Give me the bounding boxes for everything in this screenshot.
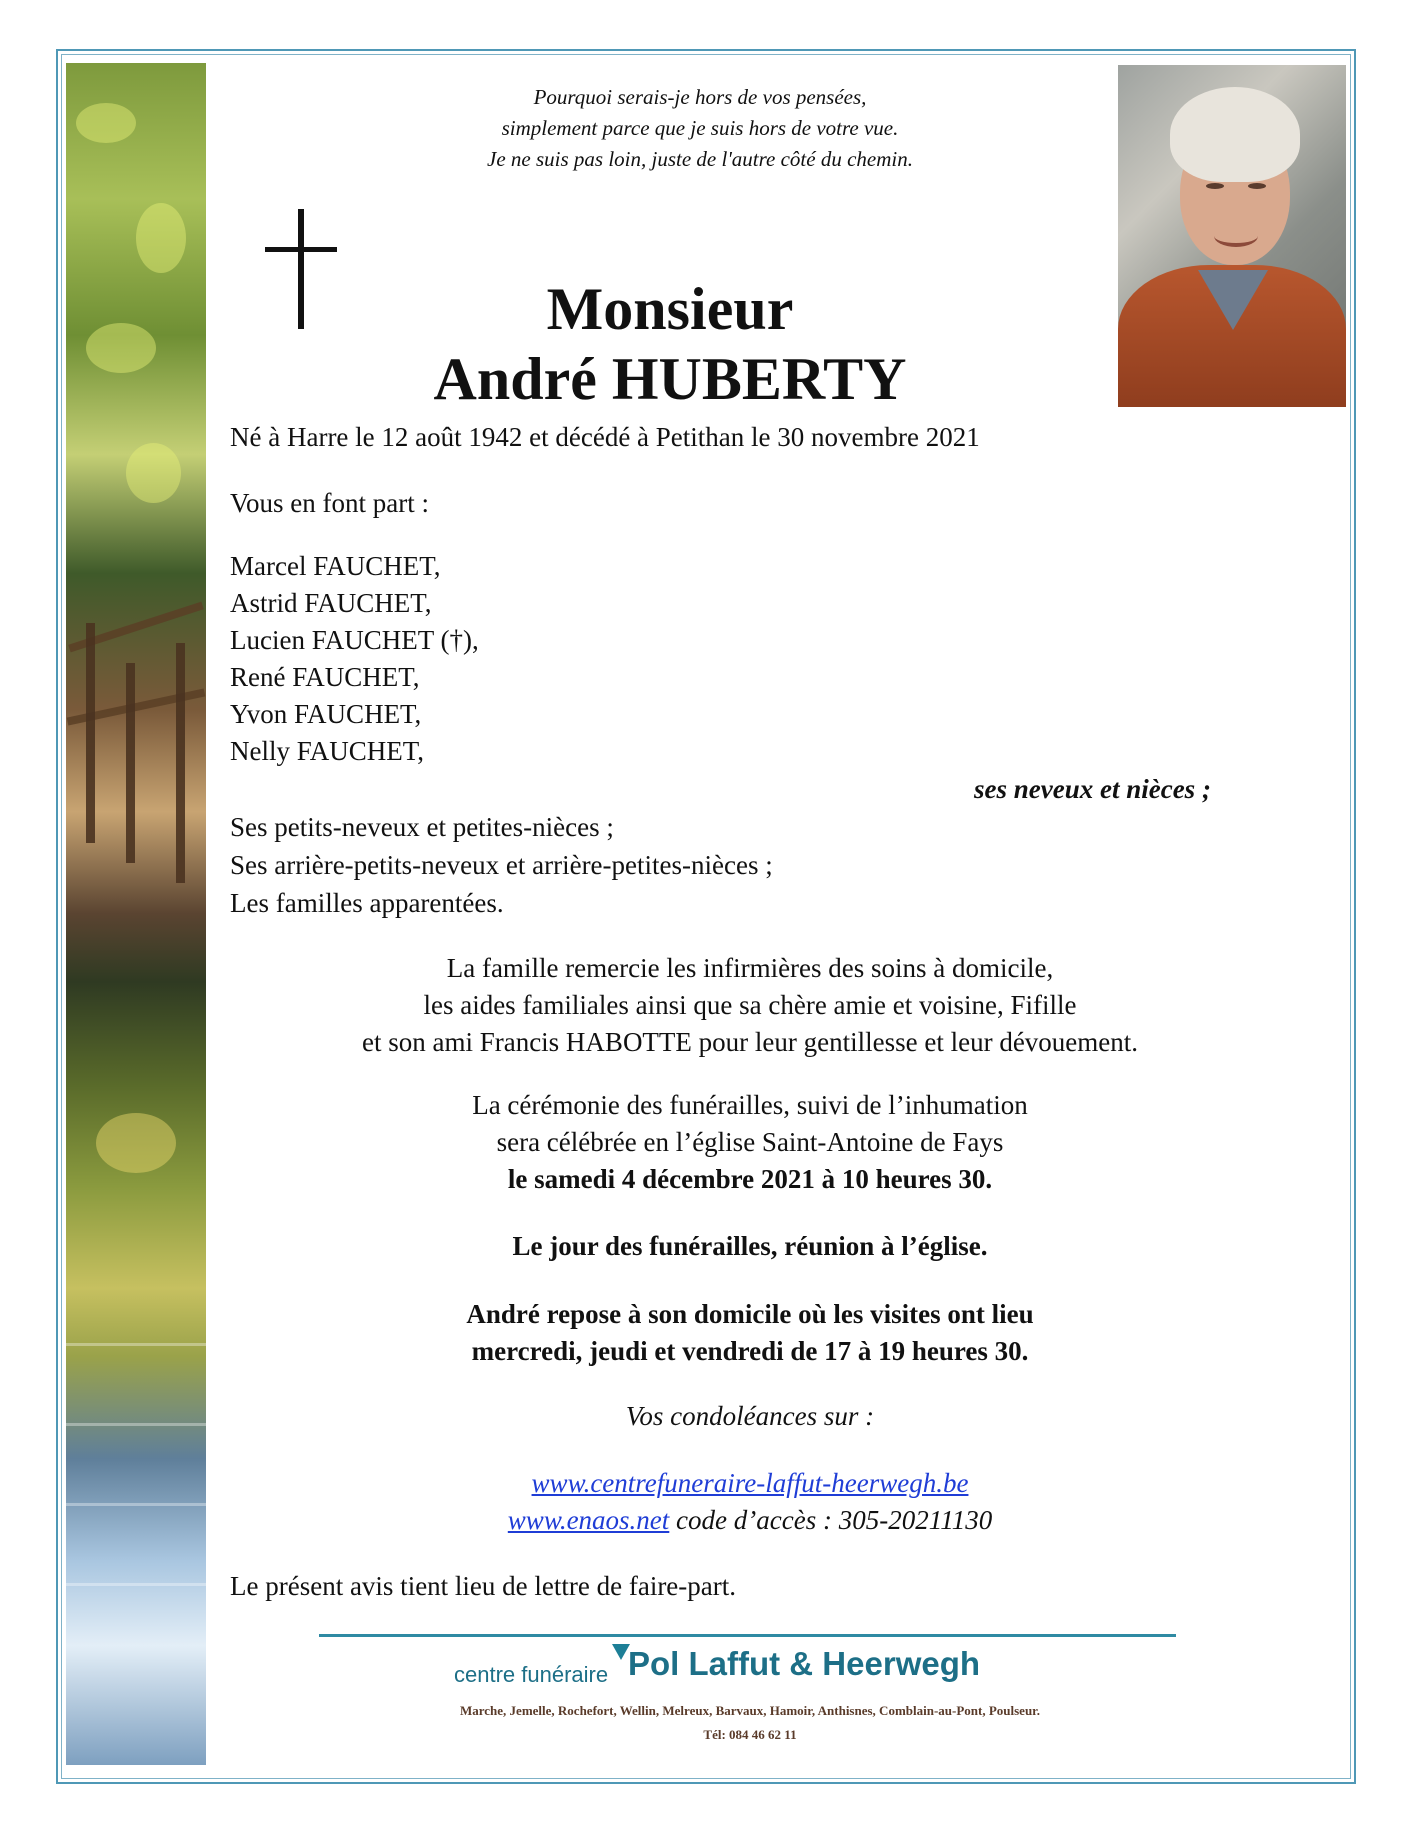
poem xyxy=(300,82,1100,175)
extended-family-line: Ses arrière-petits-neveux et arrière-petites-nièces ; xyxy=(230,850,773,880)
cross-icon xyxy=(265,209,337,329)
relative-item: Lucien FAUCHET (†), xyxy=(230,625,479,655)
side-landscape-image xyxy=(66,63,206,1765)
condolences-label: Vos condoléances sur : xyxy=(625,1401,875,1431)
relative-item: Marcel FAUCHET, xyxy=(230,551,441,581)
condolences-link-row-1 xyxy=(230,1465,1270,1501)
thanks-line: les aides familiales ainsi que sa chère amie et voisine, Fifille xyxy=(423,990,1077,1020)
deceased-title: Monsieur xyxy=(546,276,794,342)
footer-phone: Tél: 084 46 62 11 xyxy=(703,1727,797,1742)
ceremony-date: le samedi 4 décembre 2021 à 10 heures 30. xyxy=(507,1164,993,1194)
poem-line: Pourquoi serais-je hors de vos pensées, xyxy=(533,85,867,109)
announce-text: Vous en font part : xyxy=(230,488,429,518)
ceremony-line: La cérémonie des funérailles, suivi de l’inhumation xyxy=(472,1090,1028,1120)
poem-line: Je ne suis pas loin, juste de l'autre côté du chemin. xyxy=(487,147,913,171)
relative-item: Yvon FAUCHET, xyxy=(230,699,422,729)
relatives-role: ses neveux et nièces ; xyxy=(974,774,1211,804)
ceremony-line: sera célébrée en l’église Saint-Antoine de Fays xyxy=(496,1127,1004,1157)
extended-family-line: Les familles apparentées. xyxy=(230,888,504,918)
access-code: code d’accès : 305-20211130 xyxy=(669,1505,993,1535)
birth-death-dates: Né à Harre le 12 août 1942 et décédé à Petithan le 30 novembre 2021 xyxy=(230,422,980,452)
funeral-home-link[interactable]: www.centrefuneraire-laffut-heerwegh.be xyxy=(531,1468,969,1498)
relative-item: René FAUCHET, xyxy=(230,662,420,692)
closing-note: Le présent avis tient lieu de lettre de faire-part. xyxy=(230,1571,737,1601)
meeting-notice: Le jour des funérailles, réunion à l’église. xyxy=(512,1231,988,1261)
thanks-line: La famille remercie les infirmières des soins à domicile, xyxy=(446,953,1054,983)
poem-line: simplement parce que je suis hors de votre vue. xyxy=(501,116,899,140)
visits-line: André repose à son domicile où les visites ont lieu xyxy=(466,1299,1034,1329)
enaos-link[interactable]: www.enaos.net xyxy=(507,1505,670,1535)
relative-item: Nelly FAUCHET, xyxy=(230,736,424,766)
footer-locations: Marche, Jemelle, Rochefort, Wellin, Melreux, Barvaux, Hamoir, Anthisnes, Comblain-au-Pont, Poulseur. xyxy=(459,1703,1041,1718)
extended-family-line: Ses petits-neveux et petites-nièces ; xyxy=(230,812,614,842)
thanks-line: et son ami Francis HABOTTE pour leur gentillesse et leur dévouement. xyxy=(361,1027,1139,1057)
visits-line: mercredi, jeudi et vendredi de 17 à 19 heures 30. xyxy=(471,1336,1029,1366)
footer-divider xyxy=(319,1634,1176,1637)
portrait-photo xyxy=(1118,65,1346,407)
deceased-name: André HUBERTY xyxy=(433,346,907,412)
relative-item: Astrid FAUCHET, xyxy=(230,588,432,618)
condolences-link-row-2 xyxy=(230,1502,1270,1538)
logo-small-text: centre funéraire xyxy=(454,1662,609,1687)
logo-brand: Pol Laffut & Heerwegh xyxy=(628,1645,981,1682)
